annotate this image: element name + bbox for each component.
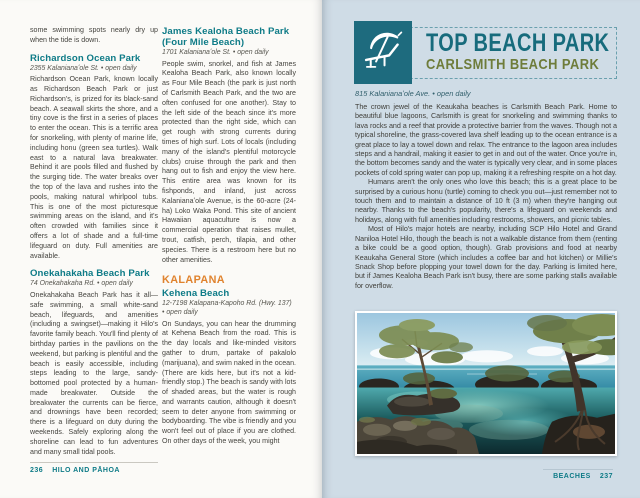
section-address: 12-7198 Kalapana-Kapoho Rd. (Hwy. 137) • open daily — [162, 300, 292, 316]
section-address: 1701 Kalanianaʻole St. • open daily — [162, 49, 269, 56]
left-page-footer — [30, 462, 158, 474]
banner-title: TOP BEACH PARK — [426, 29, 610, 57]
page-number: 236 — [30, 467, 44, 474]
section-address: 2355 Kalanianaʻole St. • open daily — [30, 64, 137, 72]
carlsmith-address: 815 Kalanianaʻole Ave. • open daily — [355, 89, 471, 98]
paragraph: The crown jewel of the Keaukaha beaches is Carlsmith Beach Park. Home to beautiful blue lagoons, Carlsmith is great for snorkeling and swimming thanks to lava rocks and a reef that provide a protective barrier from the waves. Though not a typical shoreline, the grass-covered lava shelf leading up to the ocean entrance is a great place to lay a towel down and relax. The entrance to the lagoon area includes steps and a handrail, making it easier to get in and out of the water. Once you're in, the bottom becomes sandy and the water is typically very clear, and in some places pockets of cold spring water can pop up, making it a refreshing respite on a hot day. — [355, 102, 617, 177]
right-page — [322, 0, 640, 498]
section-heading-james-kealoha: James Kealoha Beach Park (Four Mile Beach) — [162, 26, 290, 48]
banner-icon-square — [354, 21, 412, 84]
section-body: On Sundays, you can hear the drumming at Kehena Beach from the road. This is the day locals and like-minded visitors gather to drum, partake of pakalolo (marijuana), and swim naked in the ocean. (There are kids here, but it's not a kid-friendly stop.) The beach is sandy with lots of shaded areas, but the water is rough and warrants caution, although it doesn't seem to deter anyone from swimming or bodyboarding. The vibe is friendly and you won't feel out of place if you are clothed. On other days of the week, you might — [162, 319, 296, 446]
banner-text — [426, 28, 616, 72]
banner-subtitle: CARLSMITH BEACH PARK — [426, 56, 600, 73]
chapter-label: HILO AND PĀHOA — [52, 467, 120, 474]
right-page-footer — [543, 469, 613, 480]
page-number: 237 — [599, 473, 613, 480]
section-heading-onekahakaha: Onekahakaha Beach Park — [30, 268, 150, 280]
section-address: 74 Onekahakaha Rd. • open daily — [30, 280, 133, 288]
continued-paragraph: some swimming spots nearly dry up when the tide is down. — [30, 26, 158, 44]
top-beach-park-banner — [355, 27, 617, 79]
section-body: People swim, snorkel, and fish at James Kealoha Beach Park, also known locally as Four Mile Beach (the park is just north of Carlsmith Beach Park, and the two are often confused for one another). Stay to the left side of the beach since it's more protected than the right side, which can get rough with strong currents during times of high surf. Lots of locals (including many of the island's plentiful motorcycle clubs) cruise through the park and then hang out to fish and enjoy the view here. This entire area was known for its fishponds, and inland, just across Kalanianaʻole Avenue, is the 60-acre (24-ha) Loko Waka Pond. This site of ancient Hawaiian aquaculture is now a commercial operation that raises mullet, trout, catfish, perch, tilapia, and other species. There is a restroom here but no other amenities. — [162, 59, 296, 264]
region-heading-kalapana: KALAPANA — [162, 274, 225, 287]
section-heading-richardson: Richardson Ocean Park — [30, 52, 141, 64]
paragraph: Humans aren't the only ones who love this beach; this is a great place to be surprised by a curious honu (turtle) coming to check you out—just remember not to touch them and to maintain a distance of 10 ft (3 m) when they're hanging out nearby. Thanks to the beach's popularity, there's a lifeguard on weekends and holidays, along with full amenities including restrooms, showers, and picnic tables. — [355, 177, 617, 224]
beach-umbrella-chair-icon — [360, 27, 406, 78]
section-body: Onekahakaha Beach Park has it all—safe swimming, a small white-sand beach, lifeguards, and amenities (including a swingset)—making it Hilo's favorite family beach. You'll find plenty of birthday parties in the pavilions on the weekend, but parking is plentiful and the beach is easily accessible, including steps leading to the large, sandy-bottomed pool protected by a human-made breakwater. Outside the breakwater the currents can be fierce, and drownings have been recorded; there is a lifeguard on duty during the weekends. Safely exploring along the shoreline can lead to fun adventures and many small tidal pools. — [30, 290, 158, 456]
carlsmith-body-text — [355, 102, 617, 306]
section-body: Richardson Ocean Park, known locally as Richardson Beach Park or just Richardson's, is prized for its black-sand beach. A seawall skirts the shore, and a tiny cove is the first in a series of places to enter the ocean. This is a terrific area for snorkeling, with plenty of marine life, including honu (green sea turtles). Walk east to a natural lava breakwater. Behind it are pools filled and flushed by the surging tide. The water breaks over the top of the lava and rushes into the pools, making natural whirlpool tubs. This is one of the most picturesque swimming areas on the island, and it's often crowded with families since it offers a lot of shade and a full-time lifeguard on duty. Full amenities are available. — [30, 75, 158, 260]
section-heading-kehena: Kehena Beach — [162, 288, 230, 300]
left-column-2 — [162, 26, 296, 498]
paragraph: Most of Hilo's major hotels are nearby, including SCP Hilo Hotel and Grand Naniloa Hotel Hilo, though the beach is not a walkable distance from them (renting a bike could be a good option, though). Grab provisions and food at nearby Keaukaha General Store (which includes a coffee bar and hot kitchen) or Millie's Snack Shop before plopping your towel down for the day. Parking is limited here, but if James Kealoha Beach Park isn't busy, there are some parking stalls available for overflow. — [355, 224, 617, 290]
right-page-content — [355, 27, 617, 306]
left-column-1 — [30, 26, 158, 458]
carlsmith-lagoon-photo — [355, 311, 617, 456]
chapter-label: BEACHES — [553, 473, 591, 480]
